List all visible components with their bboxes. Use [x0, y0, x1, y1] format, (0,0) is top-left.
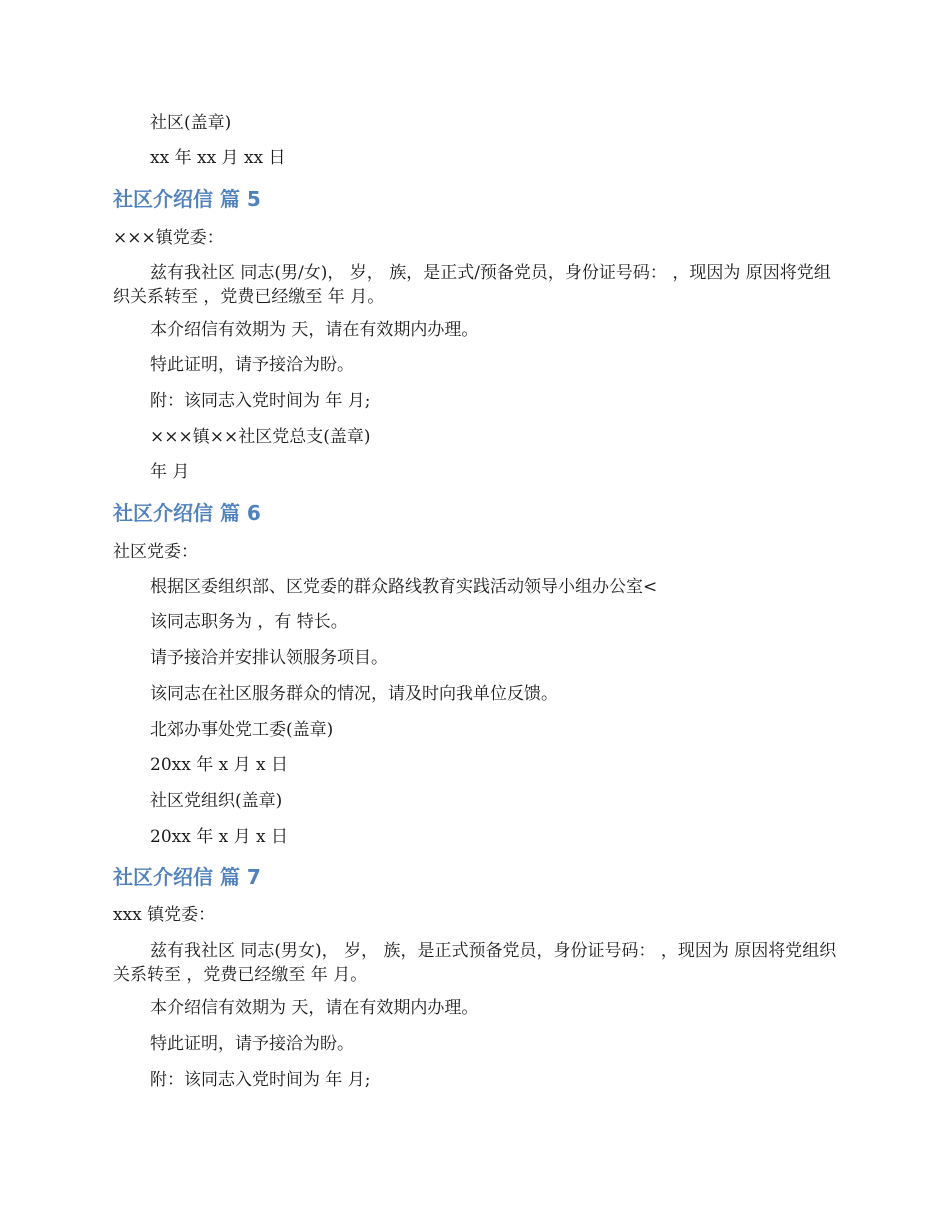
date-line: 20xx 年 x 月 x 日 [150, 755, 289, 775]
body-paragraph: 兹有我社区 同志(男女)， 岁， 族，是正式预备党员，身份证号码： ，现因为 原因将党组织关系转至 ，党费已经缴至 年 月。 [113, 941, 837, 985]
body-line: 请予接洽并安排认领服务项目。 [150, 648, 388, 668]
body-line: 该同志职务为 ，有 特长。 [150, 612, 348, 632]
section-heading-6: 社区介绍信 篇 6 [113, 501, 261, 525]
certify-line: 特此证明，请予接洽为盼。 [150, 1034, 354, 1054]
body-line: 该同志在社区服务群众的情况，请及时向我单位反馈。 [150, 684, 558, 704]
note-line: 附：该同志入党时间为 年 月; [150, 1070, 371, 1090]
validity-line: 本介绍信有效期为 天，请在有效期内办理。 [150, 998, 479, 1018]
date-line: xx 年 xx 月 xx 日 [150, 148, 286, 168]
certify-line: 特此证明，请予接洽为盼。 [150, 355, 354, 375]
body-line: 根据区委组织部、区党委的群众路线教育实践活动领导小组办公室< [150, 577, 658, 597]
stamp-line: 社区(盖章) [150, 113, 232, 133]
addressee-line: ×××镇党委： [113, 228, 224, 248]
body-paragraph: 兹有我社区 同志(男/女)， 岁， 族，是正式/预备党员，身份证号码： ，现因为 原因将党组织关系转至 ，党费已经缴至 年 月。 [113, 263, 831, 307]
addressee-line: xxx 镇党委： [113, 905, 216, 925]
signature-line: ×××镇××社区党总支(盖章) [150, 427, 371, 447]
date-line: 20xx 年 x 月 x 日 [150, 827, 289, 847]
signature-line: 北郊办事处党工委(盖章) [150, 720, 334, 740]
note-line: 附：该同志入党时间为 年 月; [150, 391, 371, 411]
addressee-line: 社区党委： [113, 542, 198, 562]
section-heading-5: 社区介绍信 篇 5 [113, 187, 261, 211]
section-heading-7: 社区介绍信 篇 7 [113, 865, 261, 889]
date-line: 年 月 [150, 462, 190, 482]
validity-line: 本介绍信有效期为 天，请在有效期内办理。 [150, 320, 479, 340]
signature-line: 社区党组织(盖章) [150, 791, 283, 811]
